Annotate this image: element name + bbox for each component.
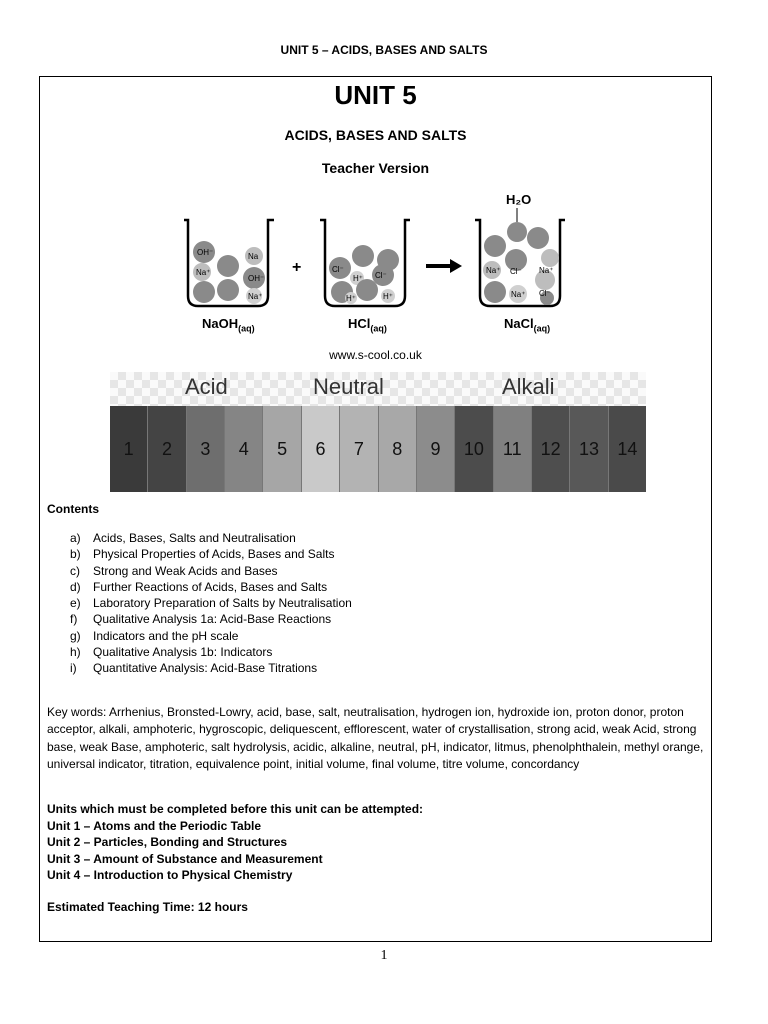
- contents-item-letter: i): [70, 661, 77, 676]
- contents-item-letter: f): [70, 612, 78, 627]
- key-words: Key words: Arrhenius, Bronsted-Lowry, acid, base, salt, neutralisation, hydrogen ion, hydroxide ion, proton donor, proton acceptor, alkali, amphoteric, hygroscopic, deliquescent, efflorescent, water of crystallisation, strong acid, weak Acid, strong base, weak Base, amphoteric, salt hydrolysis, acidic, alkaline, neutral, pH, indicator, litmus, phenolphthalein, methyl orange, universal indicator, titration, equivalence point, initial volume, final volume, titre volume, concordancy: [47, 705, 704, 772]
- contents-item-letter: d): [70, 579, 81, 594]
- svg-text:OH⁻: OH⁻: [248, 274, 265, 283]
- svg-text:H⁺: H⁺: [346, 294, 356, 303]
- contents-item-text: Acids, Bases, Salts and Neutralisation: [93, 531, 296, 545]
- ph-cell: 10: [455, 406, 493, 492]
- svg-text:H⁺: H⁺: [383, 292, 393, 301]
- ph-cell: 6: [302, 406, 340, 492]
- prerequisites-heading: Units which must be completed before this unit can be attempted:: [47, 802, 424, 816]
- hcl-label: HCl$_{(aq)}$: [348, 316, 387, 334]
- svg-text:+: +: [292, 259, 302, 276]
- ph-cell: 4: [225, 406, 263, 492]
- contents-item-text: Laboratory Preparation of Salts by Neutralisation: [93, 596, 352, 611]
- water-label: H₂O: [506, 192, 532, 207]
- website-link: www.s-cool.co.uk: [329, 348, 422, 362]
- svg-text:H⁺: H⁺: [353, 274, 363, 283]
- svg-text:Na⁺: Na⁺: [248, 292, 263, 301]
- contents-item: [70, 611, 352, 627]
- ph-category-neutral: Neutral: [313, 374, 384, 399]
- neutralisation-diagram: [170, 188, 590, 338]
- ph-cell: 14: [609, 406, 646, 492]
- teaching-time: Estimated Teaching Time: 12 hours: [47, 900, 248, 914]
- contents-item: [70, 579, 352, 595]
- contents-item-letter: c): [70, 563, 80, 578]
- unit-subtitle: ACIDS, BASES AND SALTS: [284, 127, 467, 143]
- prerequisite-unit: Unit 1 – Atoms and the Periodic Table: [47, 818, 262, 833]
- ph-color-bar: [110, 406, 646, 492]
- page-number: 1: [380, 948, 388, 963]
- contents-item-letter: e): [70, 596, 81, 611]
- ph-cell: 5: [263, 406, 301, 492]
- ph-cell: 11: [494, 406, 532, 492]
- svg-text:Cl⁻: Cl⁻: [375, 271, 387, 280]
- svg-text:Na⁺: Na⁺: [486, 266, 501, 275]
- ph-cell: 2: [148, 406, 186, 492]
- svg-text:Cl⁻: Cl⁻: [510, 267, 522, 276]
- ph-cell: 13: [570, 406, 608, 492]
- contents-item-letter: a): [70, 531, 81, 545]
- contents-item-letter: g): [70, 628, 81, 643]
- contents-item: [70, 644, 352, 660]
- contents-item-letter: h): [70, 645, 81, 660]
- contents-item: [70, 595, 352, 611]
- ph-cell: 1: [110, 406, 148, 492]
- ph-cell: 3: [187, 406, 225, 492]
- unit-title: UNIT 5: [334, 80, 417, 110]
- ph-cell: 12: [532, 406, 570, 492]
- contents-list: [70, 530, 352, 677]
- svg-text:Cl⁻: Cl⁻: [539, 289, 551, 298]
- ph-cell: 9: [417, 406, 455, 492]
- naoh-label: NaOH$_{(aq)}$: [202, 316, 255, 334]
- version-label: Teacher Version: [321, 160, 430, 176]
- contents-item-text: Strong and Weak Acids and Bases: [93, 563, 278, 578]
- svg-text:Na⁺: Na⁺: [511, 290, 526, 299]
- contents-item-text: Physical Properties of Acids, Bases and Salts: [93, 547, 335, 562]
- contents-item-text: Qualitative Analysis 1b: Indicators: [93, 645, 273, 660]
- nacl-label: NaCl$_{(aq)}$: [504, 316, 551, 334]
- prerequisite-unit: Unit 2 – Particles, Bonding and Structures: [47, 835, 288, 849]
- page-header: UNIT 5 – ACIDS, BASES AND SALTS: [280, 43, 488, 57]
- prerequisite-unit: Unit 4 – Introduction to Physical Chemistry: [47, 868, 293, 882]
- ph-scale: [110, 372, 646, 492]
- prerequisites: [47, 801, 423, 884]
- contents-item-text: Quantitative Analysis: Acid-Base Titrations: [93, 661, 318, 676]
- contents-item: [70, 546, 352, 562]
- svg-text:OH⁻: OH⁻: [197, 248, 214, 257]
- contents-item: [70, 660, 352, 676]
- contents-item-letter: b): [70, 547, 81, 562]
- ph-cell: 8: [379, 406, 417, 492]
- contents-item: [70, 563, 352, 579]
- contents-heading: Contents: [47, 502, 99, 516]
- svg-text:Na⁺: Na⁺: [196, 268, 211, 277]
- prerequisite-unit: Unit 3 – Amount of Substance and Measurement: [47, 851, 323, 866]
- contents-item-text: Further Reactions of Acids, Bases and Salts: [93, 579, 328, 594]
- contents-item: [70, 530, 352, 546]
- svg-text:Cl⁻: Cl⁻: [332, 265, 344, 274]
- svg-text:Na: Na: [248, 252, 259, 261]
- ph-category-acid: Acid: [185, 374, 228, 399]
- ph-cell: 7: [340, 406, 378, 492]
- ph-category-alkali: Alkali: [502, 374, 555, 399]
- svg-text:Na⁺: Na⁺: [539, 266, 554, 275]
- contents-item: [70, 628, 352, 644]
- contents-item-text: Indicators and the pH scale: [93, 628, 239, 643]
- contents-item-text: Qualitative Analysis 1a: Acid-Base Reactions: [93, 612, 332, 627]
